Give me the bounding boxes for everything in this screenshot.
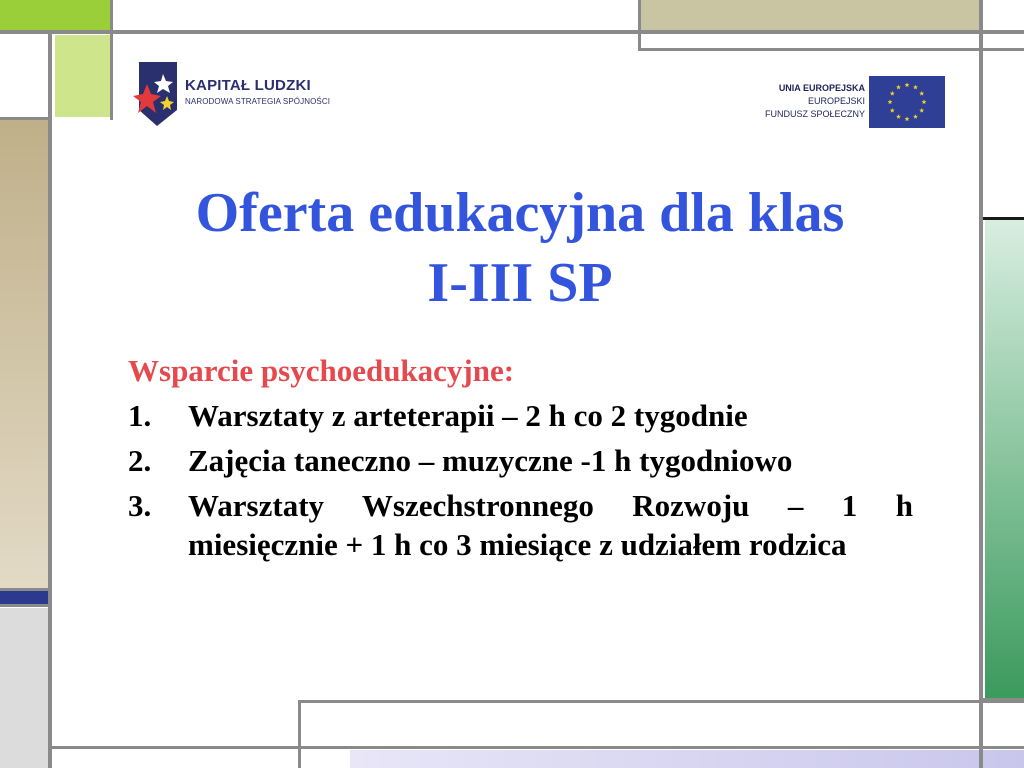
title-line-1: Oferta edukacyjna dla klas — [195, 182, 845, 244]
frame-line — [298, 700, 1024, 703]
frame-line — [298, 700, 301, 768]
list-item-text: Warsztaty z arteterapii – 2 h co 2 tygodnie — [188, 398, 748, 433]
decor-green-right — [985, 220, 1024, 700]
list-item-number: 1. — [128, 398, 152, 433]
subheading: Wsparcie psychoedukacyjne: — [128, 353, 515, 388]
decor-navy-left — [0, 591, 48, 604]
eu-efs-logo — [735, 76, 947, 132]
frame-line — [0, 30, 1024, 34]
list-item — [128, 486, 913, 564]
eu-text — [765, 82, 865, 121]
kapital-ludzki-logo — [133, 56, 343, 128]
frame-line — [979, 0, 983, 768]
eu-line-1: UNIA EUROPEJSKA — [778, 83, 865, 93]
frame-line — [0, 604, 50, 607]
title-line-2: I-III SP — [427, 252, 613, 314]
list-item — [128, 396, 913, 435]
kapital-ludzki-subtitle: NARODOWA STRATEGIA SPÓJNOŚCI — [185, 97, 331, 106]
slide-content — [128, 350, 913, 570]
eu-line-2: EUROPEJSKI — [807, 96, 865, 106]
kapital-ludzki-emblem-icon — [133, 56, 181, 128]
list-item-text: Warsztaty Wszechstronnego Rozwoju – 1 h miesięcznie + 1 h co 3 miesiące z udziałem rodzica — [188, 488, 913, 562]
list-item-number: 2. — [128, 443, 152, 478]
frame-line — [638, 0, 641, 50]
eu-flag-icon — [869, 76, 945, 128]
eu-line-3: FUNDUSZ SPOŁECZNY — [764, 109, 865, 119]
list-item — [128, 441, 913, 480]
list-item-number: 3. — [128, 488, 152, 523]
decor-lavender-bottom — [350, 750, 1024, 768]
frame-line — [638, 48, 1024, 51]
list-item-text: Zajęcia taneczno – muzyczne -1 h tygodniowo — [188, 443, 793, 478]
frame-line — [48, 30, 52, 768]
frame-line — [110, 0, 113, 120]
decor-tan-top-right — [640, 0, 980, 32]
frame-line — [0, 117, 50, 120]
decor-lime-left — [55, 35, 110, 117]
frame-line — [0, 588, 50, 591]
kapital-ludzki-title: KAPITAŁ LUDZKI — [185, 77, 311, 94]
slide-title — [110, 178, 930, 318]
decor-tan-left — [0, 120, 48, 588]
offer-list — [128, 396, 913, 564]
frame-line — [48, 746, 1024, 749]
decor-lime-top-left — [0, 0, 110, 30]
frame-line-dark — [983, 217, 1024, 220]
decor-gray-left — [0, 608, 48, 768]
